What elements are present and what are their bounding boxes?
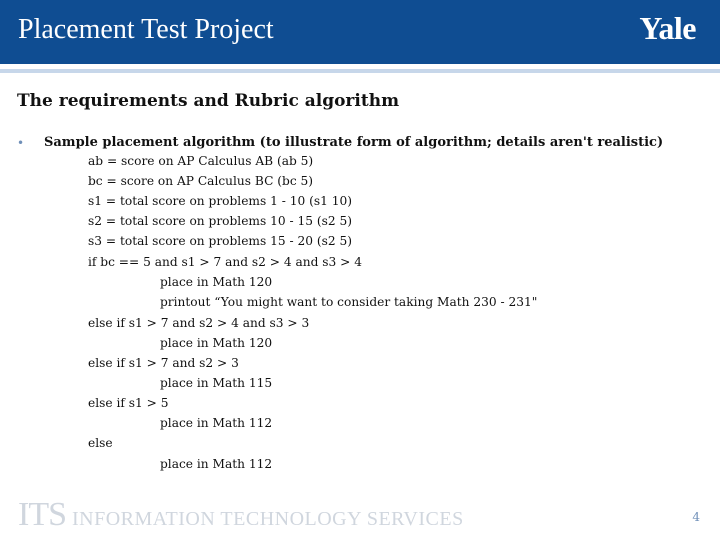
algorithm-line: place in Math 112 bbox=[160, 416, 273, 430]
yale-logo: Yale bbox=[639, 10, 696, 46]
slide-title: Placement Test Project bbox=[18, 14, 274, 45]
algorithm-line: place in Math 120 bbox=[160, 336, 273, 350]
page-number: 4 bbox=[692, 510, 700, 524]
algorithm-line: else if s1 > 7 and s2 > 4 and s3 > 3 bbox=[88, 316, 310, 330]
algorithm-line: s2 = total score on problems 10 - 15 (s2 5) bbox=[88, 214, 352, 228]
footer-full-name: INFORMATION TECHNOLOGY SERVICES bbox=[72, 508, 464, 530]
footer-abbreviation: ITS bbox=[18, 496, 66, 533]
algorithm-line: printout “You might want to consider taking Math 230 - 231" bbox=[160, 295, 538, 309]
algorithm-line: place in Math 115 bbox=[160, 376, 273, 390]
bullet-intro-text: Sample placement algorithm (to illustrate form of algorithm; details aren't realistic) bbox=[44, 135, 664, 150]
algorithm-line: if bc == 5 and s1 > 7 and s2 > 4 and s3 > 4 bbox=[88, 255, 362, 269]
title-bar bbox=[0, 0, 720, 64]
its-footer-logo bbox=[18, 496, 464, 534]
algorithm-line: else if s1 > 5 bbox=[88, 396, 169, 410]
algorithm-line: bc = score on AP Calculus BC (bc 5) bbox=[88, 174, 314, 188]
algorithm-line: else bbox=[88, 436, 113, 450]
algorithm-line: s1 = total score on problems 1 - 10 (s1 10) bbox=[88, 194, 352, 208]
algorithm-line: s3 = total score on problems 15 - 20 (s2 5) bbox=[88, 234, 352, 248]
algorithm-line: place in Math 120 bbox=[160, 275, 273, 289]
algorithm-line: else if s1 > 7 and s2 > 3 bbox=[88, 356, 239, 370]
slide-heading: The requirements and Rubric algorithm bbox=[17, 91, 400, 111]
algorithm-line: place in Math 112 bbox=[160, 457, 273, 471]
title-separator bbox=[0, 69, 720, 73]
bullet-icon: • bbox=[17, 136, 25, 150]
algorithm-line: ab = score on AP Calculus AB (ab 5) bbox=[88, 154, 314, 168]
